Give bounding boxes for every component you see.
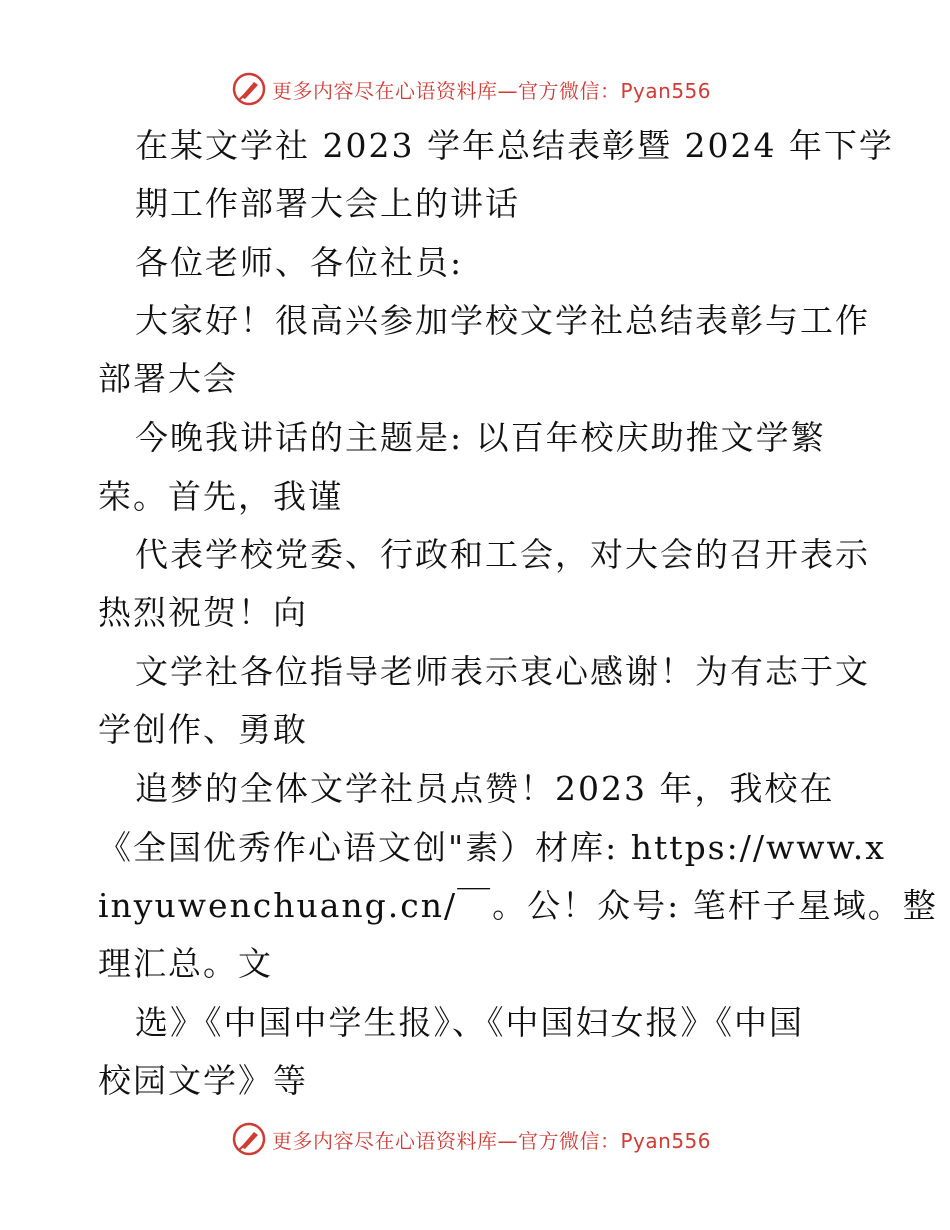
header-banner-text: 更多内容尽在心语资料库—官方微信：Pyan556	[272, 78, 712, 103]
doc-line: 理汇总。文	[98, 944, 273, 983]
doc-line: 代表学校党委、行政和工会，对大会的召开表示	[135, 535, 870, 574]
doc-line: 《全国优秀作心语文创"素）材库: https://www.x	[98, 828, 886, 867]
doc-line: 校园文学》等	[98, 1061, 308, 1100]
doc-line: 部署大会	[98, 359, 238, 398]
doc-line: 各位老师、各位社员:	[135, 243, 464, 282]
doc-line: 热烈祝贺！向	[98, 593, 308, 632]
footer-banner-text: 更多内容尽在心语资料库—官方微信：Pyan556	[272, 1128, 712, 1153]
header-watermark-banner	[232, 72, 711, 106]
quill-logo-icon	[232, 72, 266, 106]
doc-line: 选》《中国中学生报》、《中国妇女报》《中国	[135, 1003, 804, 1042]
doc-line: 学创作、勇敢	[98, 710, 308, 749]
doc-line: 在某文学社 2023 学年总结表彰暨 2024 年下学	[135, 126, 894, 165]
doc-line: 期工作部署大会上的讲话	[135, 184, 520, 223]
doc-line: 大家好！很高兴参加学校文学社总结表彰与工作	[135, 301, 870, 340]
footer-watermark-banner	[232, 1122, 711, 1156]
doc-line: inyuwenchuang.cn/￣。公！众号: 笔杆子星域。整	[98, 886, 938, 925]
doc-line: 今晚我讲话的主题是: 以百年校庆助推文学繁	[135, 418, 826, 457]
doc-line: 追梦的全体文学社员点赞！2023 年，我校在	[135, 769, 835, 808]
doc-line: 文学社各位指导老师表示衷心感谢！为有志于文	[135, 652, 870, 691]
doc-line: 荣。首先，我谨	[98, 477, 343, 516]
quill-logo-icon	[232, 1122, 266, 1156]
